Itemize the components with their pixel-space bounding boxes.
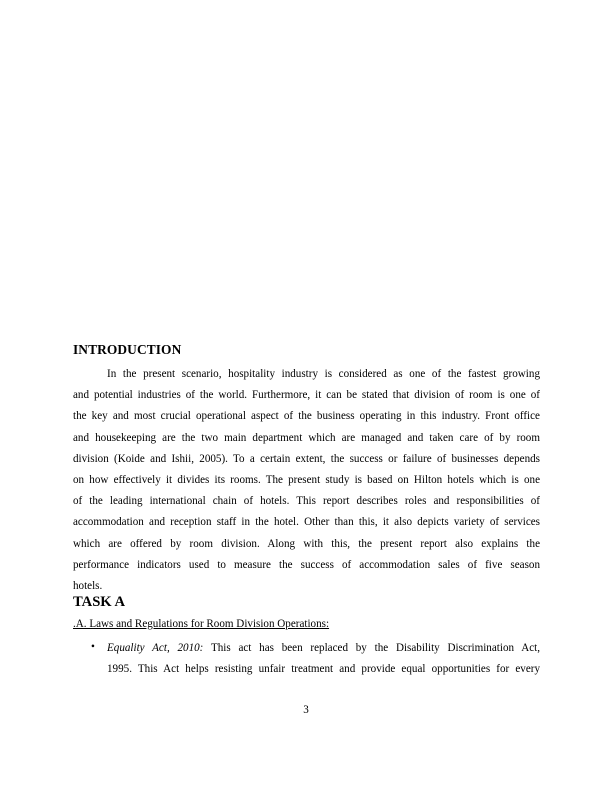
paragraph-line: In the present scenario, hospitality industry is considered as one of the fastest growing xyxy=(107,368,540,380)
page-number: 3 xyxy=(303,704,309,716)
paragraph-line: of the leading international chain of hotels. This report describes roles and responsibilities of xyxy=(73,495,540,508)
paragraph-line: division (Koide and Ishii, 2005). To a certain extent, the success or failure of businesses depends xyxy=(73,452,540,465)
paragraph-line: performance indicators used to measure the success of accommodation sales of five season xyxy=(73,558,540,571)
paragraph-line: which are offered by room division. Along with this, the present report also explains the xyxy=(73,537,540,550)
paragraph-line: hotels. xyxy=(73,579,103,592)
bullet-text: This act has been replaced by the Disability Discrimination Act, xyxy=(203,642,540,654)
task-a-heading: TASK A xyxy=(73,594,126,610)
paragraph-line: and housekeeping are the two main department which are managed and taken care of by room xyxy=(73,431,540,444)
bullet-line xyxy=(107,638,540,659)
paragraph-line: accommodation and reception staff in the hotel. Other than this, it also depicts variety of services xyxy=(73,516,540,529)
bullet-line: 1995. This Act helps resisting unfair treatment and provide equal opportunities for every xyxy=(107,663,540,676)
paragraph-line: and potential industries of the world. Furthermore, it can be stated that division of room is one of xyxy=(73,389,540,402)
introduction-paragraph xyxy=(73,364,540,597)
paragraph-line: the key and most crucial operational aspect of the business operating in this industry. Front office xyxy=(73,410,540,423)
bullet-term: Equality Act, 2010: xyxy=(107,642,204,654)
introduction-heading: INTRODUCTION xyxy=(73,342,182,357)
section-title: .A. Laws and Regulations for Room Division Operations: xyxy=(73,618,330,630)
paragraph-line: on how effectively it divides its rooms. The present study is based on Hilton hotels which is one xyxy=(73,473,540,486)
bullet-icon: • xyxy=(91,641,95,653)
bullet-item xyxy=(107,638,540,680)
